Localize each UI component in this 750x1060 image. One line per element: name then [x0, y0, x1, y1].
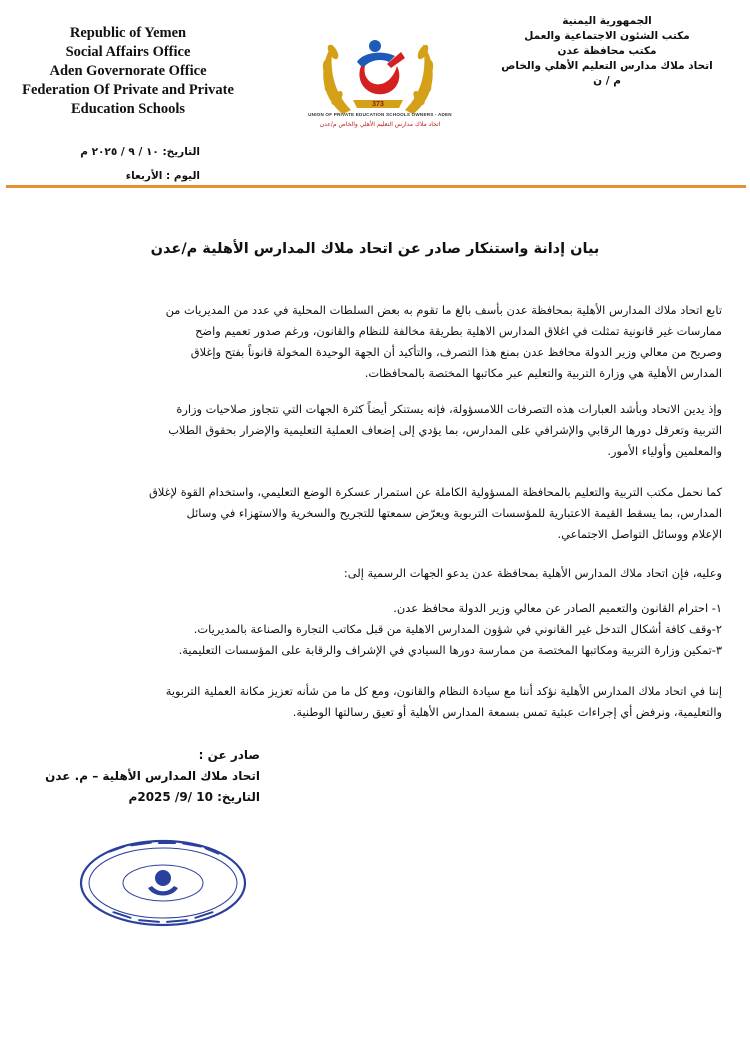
header-divider [6, 185, 746, 188]
text-line: التربية وتعرقل دورها الرقابي والإشرافي على المدارس، بما يؤدي إلى إضعاف العملية التعليمية والإضرار بحقوق الطلاب [168, 423, 722, 437]
list-item: ٣-تمكين وزارة التربية ومكاتبها المختصة من ممارسة دورها السيادي في الإشراف والرقابة على المؤسسات التعليمية. [178, 643, 722, 657]
text-line: وإذ يدين الاتحاد وبأشد العبارات هذه التصرفات اللامسؤولة، فإنه يستنكر أيضاً كثرة الجهات التي تتجاوز صلاحيات وزارة [176, 402, 722, 416]
paragraph-4 [42, 563, 722, 584]
header-en-line: Aden Governorate Office [49, 63, 207, 79]
text-line: وعليه، فإن اتحاد ملاك المدارس الأهلية بمحافظة عدن يدعو الجهات الرسمية إلى: [343, 566, 722, 580]
text-line: وصريح من معالي وزير الدولة محافظ عدن بمنع هذا التصرف، والتأكيد أن الجهة الوحيدة المخولة قانوناً بفتح وإغلاق [190, 345, 722, 359]
logo-number: 373 [372, 101, 384, 108]
date-line: التاريخ: ١٠ / ٩ / ٢٠٢٥ م [80, 146, 200, 158]
issuer-org: اتحاد ملاك المدارس الأهلية – م. عدن [45, 769, 260, 783]
header-ar-line: الجمهورية اليمنية [562, 15, 652, 27]
header-en-line: Federation Of Private and Private [22, 82, 234, 98]
text-line: والتعليمية، ونرفض أي إجراءات عبثية تمس بسمعة المدارس الأهلية أو تعيق رسالتها الوطنية. [292, 705, 722, 719]
header-english [8, 24, 248, 119]
text-line: إننا في اتحاد ملاك المدارس الأهلية نؤكد أننا مع سيادة النظام والقانون، ومع كل ما من شأنه تعزيز مكانة العملية التربوية [165, 684, 722, 698]
text-line: ممارسات غير قانونية تمثلت في اغلاق المدارس الاهلية بطريقة مخالفة للنظام والقانون، ورغم صدور تعميم واضح [195, 324, 722, 338]
day-line: اليوم : الأربعاء [125, 170, 200, 182]
header-ar-line: مكتب الشئون الاجتماعية والعمل [524, 30, 690, 42]
signature-block [45, 745, 260, 808]
demands-list [42, 598, 722, 661]
official-stamp-icon [78, 838, 248, 928]
header-ar-line: اتحاد ملاك مدارس التعليم الأهلي والخاص [501, 60, 713, 72]
logo-caption-english: UNION OF PRIVATE EDUCATION SCHOOLS OWNERS - ADEN [308, 112, 452, 117]
text-line: المدارس، بما يسقط القيمة الاعتبارية للمؤسسات التربوية ويعرّض سمعتها للتجريح والسخرية والاستهزاء في وسائل [186, 506, 722, 520]
logo-caption-arabic: اتحاد ملاك مدارس التعليم الأهلي والخاص م/عدن [319, 121, 441, 128]
header-en-line: Social Affairs Office [65, 44, 191, 60]
header-arabic [482, 14, 732, 89]
statement-title: بيان إدانة واستنكار صادر عن اتحاد ملاك المدارس الأهلية م/عدن [150, 241, 600, 257]
paragraph-2 [42, 399, 722, 462]
text-line: كما نحمل مكتب التربية والتعليم بالمحافظة المسؤولية الكاملة عن استمرار عسكرة الوضع التعليمي، واستخدام القوة لإغلاق [148, 485, 722, 499]
date-block [40, 140, 200, 188]
issued-by: صادر عن : [198, 748, 260, 762]
header-en-line: Republic of Yemen [69, 25, 187, 41]
signature-date: التاريخ: 10 /9/ 2025م [128, 790, 260, 804]
paragraph-1 [42, 300, 722, 384]
list-item: ١- احترام القانون والتعميم الصادر عن معالي وزير الدولة محافظ عدن. [393, 601, 722, 615]
text-line: الإعلام ووسائل التواصل الاجتماعي. [557, 527, 722, 541]
text-line: والمعلمين وأولياء الأمور. [607, 444, 722, 458]
text-line: تابع اتحاد ملاك المدارس الأهلية بمحافظة عدن بأسف بالغ ما تقوم به بعض السلطات المحلية في عدد من المديريات من [165, 303, 722, 317]
header-ar-line: م / ن [593, 75, 621, 87]
header-ar-line: مكتب محافظة عدن [557, 45, 657, 57]
text-line: المدارس الأهلية هي وزارة التربية والتعليم عبر مكاتبها المختصة بالمحافظات. [364, 366, 722, 380]
paragraph-6 [42, 681, 722, 723]
list-item: ٢-وقف كافة أشكال التدخل غير القانوني في شؤون المدارس الاهلية من قبل مكاتب التجارة والصناعة بالمديريات. [193, 622, 722, 636]
paragraph-3 [42, 482, 722, 545]
header-en-line: Education Schools [70, 101, 186, 117]
